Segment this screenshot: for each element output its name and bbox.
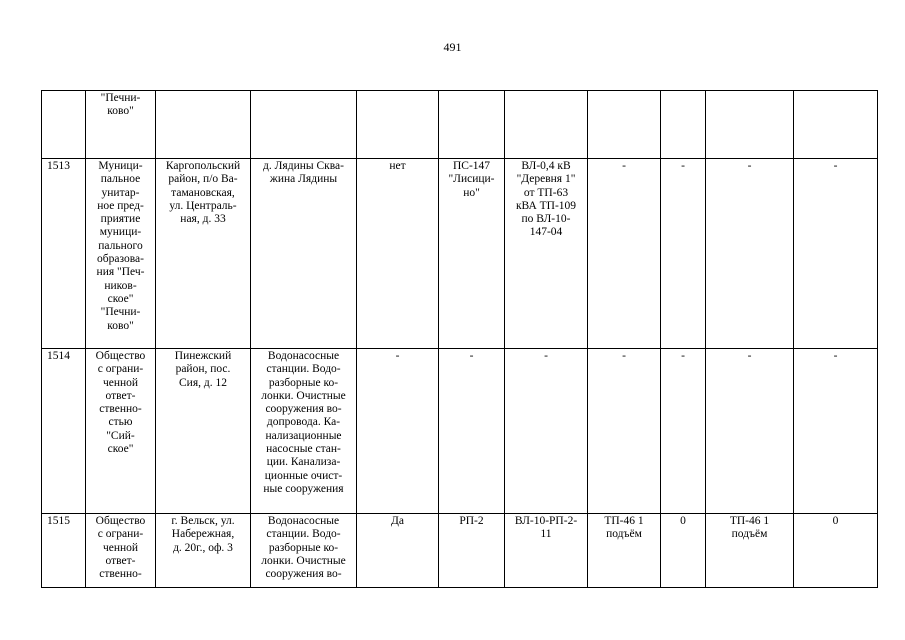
column-7-cell: -	[505, 349, 588, 514]
column-8-cell: ТП-46 1 подъём	[588, 514, 661, 588]
column-11-cell: -	[794, 159, 878, 349]
column-6-cell	[439, 91, 505, 159]
column-6-cell: ПС-147 "Лисици- но"	[439, 159, 505, 349]
column-11-cell: -	[794, 349, 878, 514]
column-9-cell: -	[661, 159, 706, 349]
column-9-cell: -	[661, 349, 706, 514]
row-number: 1513	[42, 159, 86, 349]
column-5-cell	[357, 91, 439, 159]
column-6-cell: РП-2	[439, 514, 505, 588]
address-cell: Пинежский район, пос. Сия, д. 12	[156, 349, 251, 514]
address-cell: Каргопольский район, п/о Ва- тамановская, ул. Централь- ная, д. 33	[156, 159, 251, 349]
table-row	[42, 514, 878, 588]
organization-cell: Муници- пальное унитар- ное пред- приятие муници- пального образова- ния "Печ- ников- ское" "Печни- ково"	[86, 159, 156, 349]
data-table	[41, 90, 878, 588]
column-11-cell	[794, 91, 878, 159]
column-7-cell	[505, 91, 588, 159]
table-row	[42, 91, 878, 159]
object-cell: Водонасосные станции. Водо- разборные ко- лонки. Очистные сооружения во- допровода. Ка- нализационные насосные стан- ции. Канализа- ционные очист- ные сооружения	[251, 349, 357, 514]
organization-cell: "Печни- ково"	[86, 91, 156, 159]
object-cell: д. Лядины Сква- жина Лядины	[251, 159, 357, 349]
column-9-cell	[661, 91, 706, 159]
column-6-cell: -	[439, 349, 505, 514]
column-10-cell: ТП-46 1 подъём	[706, 514, 794, 588]
column-5-cell: -	[357, 349, 439, 514]
address-cell: г. Вельск, ул. Набережная, д. 20г., оф. 3	[156, 514, 251, 588]
row-number	[42, 91, 86, 159]
organization-cell: Общество с ограни- ченной ответ- ственно-	[86, 514, 156, 588]
page-number: 491	[443, 40, 462, 54]
column-9-cell: 0	[661, 514, 706, 588]
column-8-cell	[588, 91, 661, 159]
organization-cell: Общество с ограни- ченной ответ- ственно- стью "Сий- ское"	[86, 349, 156, 514]
column-10-cell: -	[706, 159, 794, 349]
column-8-cell: -	[588, 159, 661, 349]
column-7-cell: ВЛ-10-РП-2- 11	[505, 514, 588, 588]
object-cell	[251, 91, 357, 159]
column-5-cell: нет	[357, 159, 439, 349]
object-cell: Водонасосные станции. Водо- разборные ко- лонки. Очистные сооружения во-	[251, 514, 357, 588]
address-cell	[156, 91, 251, 159]
column-11-cell: 0	[794, 514, 878, 588]
column-5-cell: Да	[357, 514, 439, 588]
table-row	[42, 159, 878, 349]
table-row	[42, 349, 878, 514]
column-10-cell	[706, 91, 794, 159]
column-7-cell: ВЛ-0,4 кВ "Деревня 1" от ТП-63 кВА ТП-109 по ВЛ-10- 147-04	[505, 159, 588, 349]
column-8-cell: -	[588, 349, 661, 514]
column-10-cell: -	[706, 349, 794, 514]
row-number: 1514	[42, 349, 86, 514]
row-number: 1515	[42, 514, 86, 588]
